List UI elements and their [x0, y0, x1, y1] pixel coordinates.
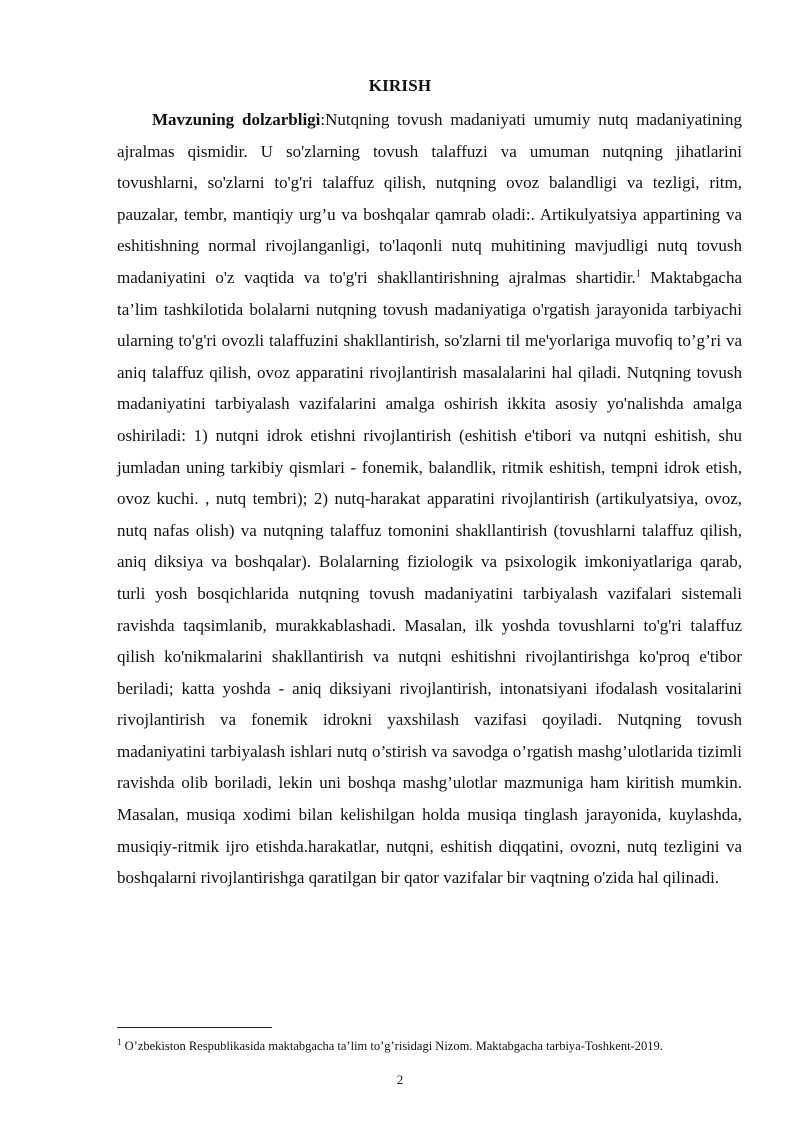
- page-number: 2: [396, 1072, 404, 1087]
- paragraph-text-part-1: :Nutqning tovush madaniyati umumiy nutq madaniyatining ajralmas qismidir. U so'zlarning tovush talaffuzi va umuman nutqning jihatlarini tovushlarni, so'zlarni to'g'ri talaffuz qilish, nutqning ovoz balandligi va tezligi, ritm, pauzalar, tembr, mantiqiy urg’u va boshqalar qamrab oladi:. Artikulyatsiya appartining va eshitishning normal rivojlanganligi, to'laqonli nutq muhitining mavjudligi nutq tovush madaniyatini o'z vaqtida va to'g'ri shakllantirishning ajralmas shartidir.: [117, 110, 742, 287]
- paragraph-text-part-2: Maktabgacha ta’lim tashkilotida bolalarni nutqning tovush madaniyatiga o'rgatish jarayonida tarbiyachi ularning to'g'ri ovozli talaffuzini shakllantirish, so'zlarni til me'yorlariga muvofiq to’g’ri va aniq talaffuz qilish, ovoz apparatini rivojlantirish masalalarini hal qiladi. Nutqning tovush madaniyatini tarbiyalash vazifalarini amalga oshirish ikkita asosiy yo'nalishda amalga oshiriladi: 1) nutqni idrok etishni rivojlantirish (eshitish e'tibori va nutqni eshitish, shu jumladan uning tarkibiy qismlari - fonemik, balandlik, ritmik eshitish, tempni idrok etish, ovoz kuchi. , nutq tembri); 2) nutq-harakat apparatini rivojlantirish (artikulyatsiya, ovoz, nutq nafas olish) va nutqning talaffuz tomonini shakllantirish (tovushlarni talaffuz qilish, aniq diksiya va boshqalar). Bolalarning fiziologik va psixologik imkoniyatlariga qarab, turli yosh bosqichlarida nutqning tovush madaniyatini tarbiyalash vazifalari sistemali ravishda taqsimlanib, murakkablashadi. Masalan, ilk yoshda tovushlarni to'g'ri talaffuz qilish ko'nikmalarini shakllantirish va nutqni eshitishni rivojlantirishga ko'proq e'tibor beriladi; katta yoshda - aniq diksiyani rivojlantirish, intonatsiyani ifodalash vositalarini rivojlantirish va fonemik idrokni yaxshilash vazifasi qoyiladi. Nutqning tovush madaniyatini tarbiyalash ishlari nutq o’stirish va savodga o’rgatish mashg’ulotlarida tizimli ravishda olib boriladi, lekin uni boshqa mashg’ulotlar mazmuniga ham kiritish mumkin. Masalan, musiqa xodimi bilan kelishilgan holda musiqa tinglash jarayonida, kuylashda, musiqiy-ritmik ijro etishda.harakatlar, nutqni, eshitish diqqatini, ovozni, nutq tezligini va boshqalarni rivojlantirishga qaratilgan bir qator vazifalar bir vaqtning o'zida hal qilinadi.: [117, 267, 742, 888]
- footnote: [117, 1038, 757, 1054]
- footnote-reference[interactable]: 1: [635, 268, 641, 280]
- footnote-marker: 1: [117, 1036, 122, 1047]
- section-heading: KIRISH: [368, 76, 432, 95]
- footnote-text: O’zbekiston Respublikasida maktabgacha ta’lim to’g’risidagi Nizom. Maktabgacha tarbiya-Toshkent-2019.: [121, 1039, 663, 1053]
- body-paragraph: [117, 104, 742, 894]
- lead-phrase: Mavzuning dolzarbligi: [152, 110, 321, 129]
- footnote-separator: [117, 1027, 272, 1028]
